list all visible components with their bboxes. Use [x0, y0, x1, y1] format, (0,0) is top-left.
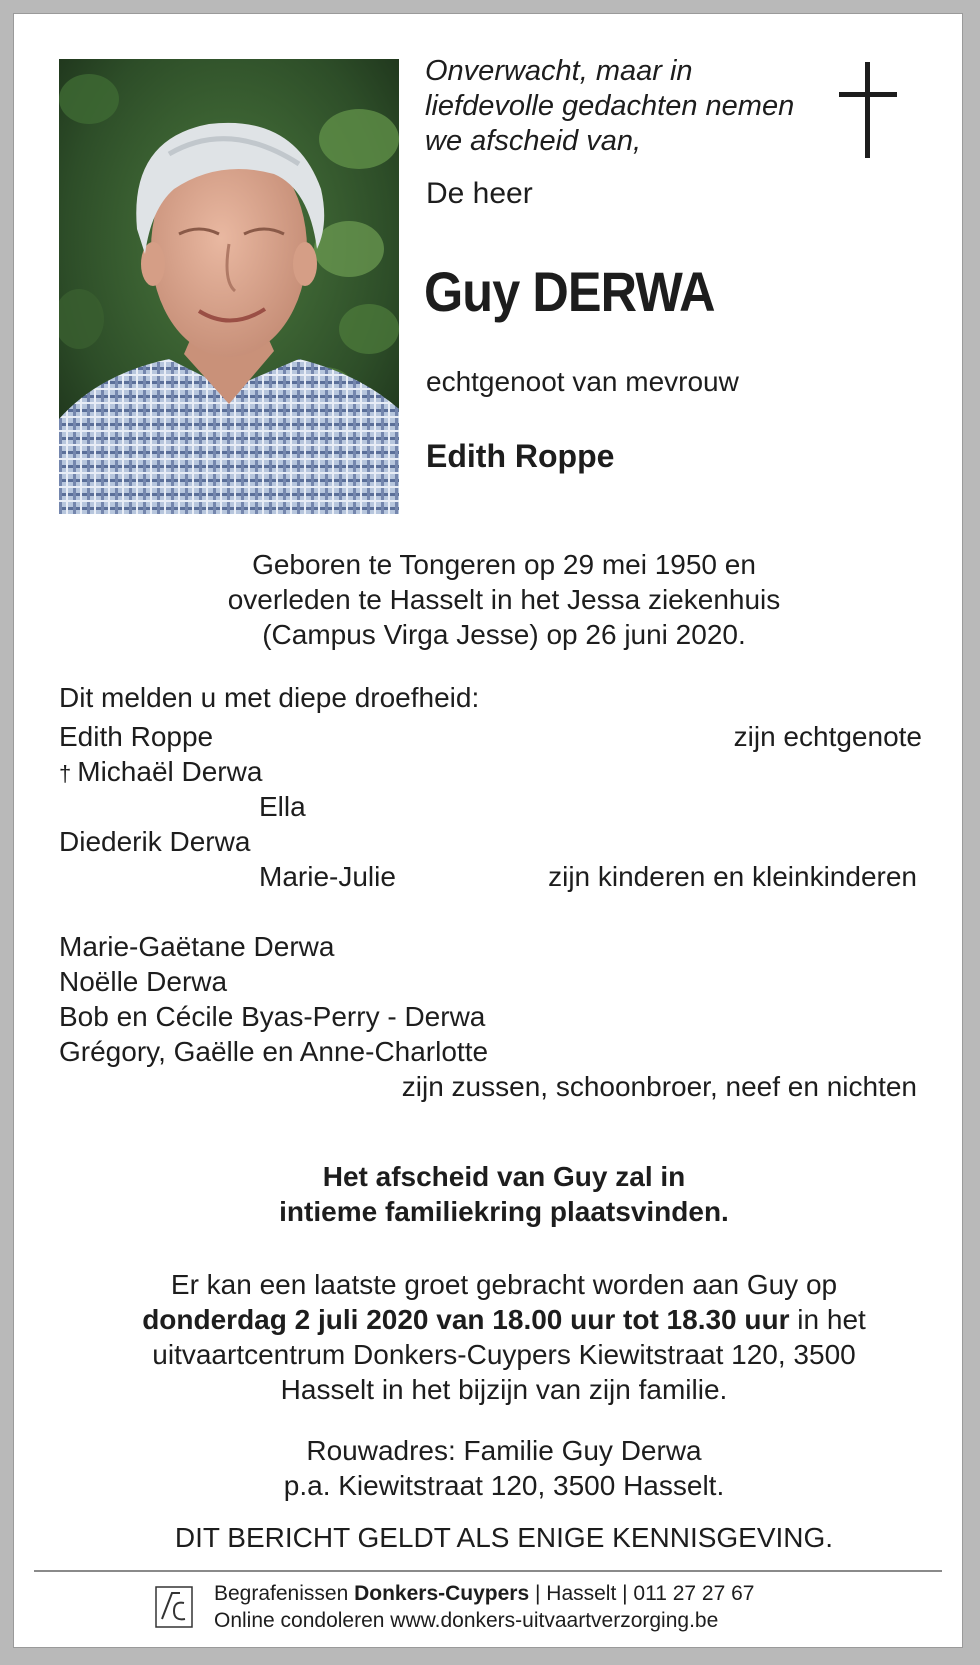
family-child-1 — [59, 754, 262, 791]
family-sibling-2: Noëlle Derwa — [59, 966, 228, 997]
intro-text — [425, 54, 845, 159]
farewell-line: Het afscheid van Guy zal in — [322, 1161, 686, 1192]
deceased-cross-icon: † — [59, 761, 72, 786]
announcement: Dit melden u met diepe droefheid: — [59, 682, 480, 713]
intro-line: liefdevolle gedachten nemen — [425, 90, 795, 122]
visit-line: uitvaartcentrum Donkers-Cuypers Kiewitstraat 120, 3500 — [152, 1339, 856, 1370]
farewell-line: intieme familiekring plaatsvinden. — [279, 1196, 729, 1227]
info-line: (Campus Virga Jesse) op 26 juni 2020. — [262, 619, 746, 650]
footer-suffix: | Hasselt | 011 27 27 67 — [529, 1582, 755, 1605]
visit-line-date — [54, 1302, 954, 1337]
family-sibling-1: Marie-Gaëtane Derwa — [59, 931, 335, 962]
farewell-note — [54, 1159, 954, 1229]
footer-line-2: Online condoleren www.donkers-uitvaartverzorging.be — [214, 1609, 719, 1632]
family-child-1-name: Michaël Derwa — [77, 756, 263, 787]
family-child-2: Diederik Derwa — [59, 826, 251, 857]
address-line: Rouwadres: Familie Guy Derwa — [306, 1435, 702, 1466]
family-spouse-relation: zijn echtgenote — [733, 721, 922, 752]
footer-text — [214, 1580, 755, 1634]
funeral-home-logo-icon — [154, 1585, 194, 1629]
footer-divider — [34, 1570, 942, 1572]
family-sibling-3: Bob en Cécile Byas-Perry - Derwa — [59, 1001, 486, 1032]
footer-line-1 — [214, 1580, 755, 1607]
address-line: p.a. Kiewitstraat 120, 3500 Hasselt. — [283, 1470, 725, 1501]
death-notice-card — [14, 14, 962, 1647]
visit-line: Hasselt in het bijzijn van zijn familie. — [280, 1374, 728, 1405]
family-grandchild-1: Ella — [259, 791, 306, 822]
mourning-address — [54, 1433, 954, 1503]
intro-line: we afscheid van, — [425, 125, 642, 157]
portrait-image — [59, 59, 399, 514]
visit-after-date: in het — [789, 1304, 866, 1335]
info-line: Geboren te Tongeren op 29 mei 1950 en — [252, 549, 756, 580]
cross-icon — [839, 62, 899, 158]
honorific: De heer — [426, 177, 533, 210]
spouse-label: echtgenoot van mevrouw — [426, 366, 739, 397]
notice-text: DIT BERICHT GELDT ALS ENIGE KENNISGEVING. — [174, 1522, 834, 1553]
deceased-name: Guy DERWA — [424, 260, 715, 323]
family-sibling-4: Grégory, Gaëlle en Anne-Charlotte — [59, 1036, 489, 1067]
visit-line: Er kan een laatste groet gebracht worden aan Guy op — [170, 1269, 838, 1300]
intro-line: Onverwacht, maar in — [425, 55, 693, 87]
family-siblings-relation: zijn zussen, schoonbroer, neef en nichten — [401, 1071, 917, 1102]
portrait-photo — [59, 59, 399, 514]
footer-company: Donkers-Cuypers — [354, 1582, 530, 1605]
family-spouse: Edith Roppe — [59, 721, 214, 752]
spouse-name: Edith Roppe — [426, 438, 615, 474]
footer-prefix: Begrafenissen — [214, 1582, 355, 1605]
visitation-info — [54, 1267, 954, 1407]
family-children-relation: zijn kinderen en kleinkinderen — [548, 861, 917, 892]
family-grandchild-2: Marie-Julie — [259, 861, 396, 892]
birth-death-info — [54, 547, 954, 652]
visit-date: donderdag 2 juli 2020 van 18.00 uur tot 18.30 uur — [142, 1304, 790, 1335]
info-line: overleden te Hasselt in het Jessa ziekenhuis — [227, 584, 781, 615]
